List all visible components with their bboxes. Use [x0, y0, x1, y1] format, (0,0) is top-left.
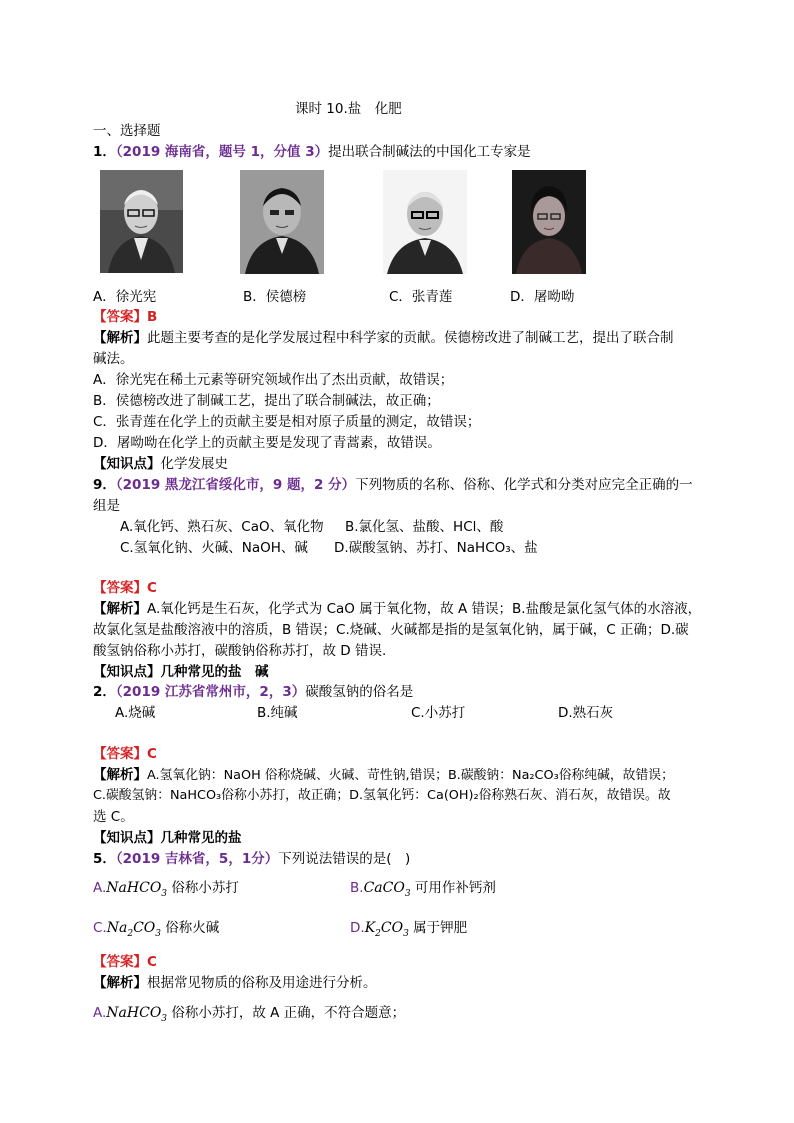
knowledge-text: 几种常见的盐 碱	[160, 664, 269, 680]
analysis-line: 碱法。	[93, 351, 134, 367]
option-text: 可用作补钙剂	[414, 880, 496, 896]
knowledge-label: 【知识点】	[93, 664, 161, 680]
formula-na2co3: $Na_2CO_3$	[106, 920, 161, 939]
option-letter: D.	[350, 920, 365, 936]
question-text: 下列说法错误的是( )	[278, 851, 411, 867]
formula-k2co3: $K_2CO_3$	[364, 920, 409, 939]
option-a: A．徐光宪	[93, 289, 157, 305]
analysis-text: 俗称小苏打，故 A 正确，不符合题意；	[171, 1005, 406, 1021]
question-9	[93, 473, 693, 493]
question-text-cont: 组是	[93, 498, 120, 514]
answer-value: C	[147, 954, 157, 970]
question-text: 下列物质的名称、俗称、化学式和分类对应完全正确的一	[355, 477, 693, 493]
question-1	[93, 140, 531, 160]
option-b: B．侯德榜	[243, 289, 307, 305]
option-b: B.氯化氢、盐酸、HCl、酸	[345, 519, 504, 535]
knowledge-point	[93, 660, 269, 680]
analysis-line: C.碳酸氢钠：NaHCO₃俗称小苏打，故正确；D.氢氧化钙：Ca(OH)₂俗称熟石灰、消石灰，故错误。故	[93, 788, 671, 803]
formula-caco3: CaCO$_3$	[363, 880, 411, 899]
option-text: 属于钾肥	[413, 920, 468, 936]
analysis-text: A.氢氧化钠：NaOH 俗称烧碱、火碱、苛性钠,错误；B.碳酸钠：Na₂CO₃俗称纯碱，故错误；	[147, 768, 674, 783]
analysis-text: A.氧化钙是生石灰，化学式为 CaO 属于氧化物，故 A 错误；B.盐酸是氯化氢气体的水溶液，	[147, 601, 702, 617]
page-title: 课时 10.盐 化肥	[295, 101, 402, 117]
answer-value: B	[147, 309, 158, 325]
analysis-line: 酸氢钠俗称小苏打，碳酸钠俗称苏打，故 D 错误.	[93, 643, 387, 659]
option-text: 俗称小苏打	[171, 880, 239, 896]
knowledge-text: 化学发展史	[160, 456, 228, 472]
answer-label: 【答案】	[93, 309, 147, 325]
section-heading: 一、选择题	[93, 123, 161, 139]
analysis-line	[93, 597, 701, 617]
analysis-line	[93, 763, 674, 783]
question-text: 碳酸氢钠的俗名是	[305, 684, 414, 700]
question-text: 提出联合制碱法的中国化工专家是	[328, 144, 531, 160]
option-d	[350, 916, 467, 939]
analysis-label: 【解析】	[93, 330, 147, 346]
option-text: 俗称火碱	[165, 920, 220, 936]
answer-value: C	[147, 580, 157, 596]
analysis-label: 【解析】	[93, 767, 147, 783]
question-2	[93, 680, 413, 700]
knowledge-text: 几种常见的盐	[160, 830, 242, 846]
answer-line	[93, 742, 157, 762]
knowledge-point	[93, 452, 228, 472]
option-b	[350, 876, 496, 899]
knowledge-label: 【知识点】	[93, 456, 161, 472]
option-letter: B.	[350, 880, 364, 896]
analysis-line: 故氯化氢是盐酸溶液中的溶质，B 错误；C.烧碱、火碱都是指的是氢氧化钠，属于碱，C 正确；D.碳	[93, 622, 689, 638]
option-a: A.氧化钙、熟石灰、CaO、氧化物	[120, 519, 324, 535]
formula-nahco3: NaHCO$_3$	[106, 1005, 168, 1024]
option-d: D．屠呦呦	[510, 289, 575, 305]
knowledge-label: 【知识点】	[93, 830, 161, 846]
formula-nahco3: NaHCO$_3$	[106, 880, 168, 899]
portrait-photo-d	[512, 170, 586, 274]
analysis-line	[93, 1001, 405, 1024]
question-source: （2019 黑龙江省绥化市，9 题，2 分）	[115, 477, 356, 493]
answer-line	[93, 950, 157, 970]
analysis-line: D．屠呦呦在化学上的贡献主要是发现了青蒿素，故错误。	[93, 435, 441, 451]
answer-line	[93, 576, 157, 596]
option-letter: A.	[93, 880, 107, 896]
option-c	[93, 916, 219, 939]
answer-line	[93, 305, 157, 325]
question-number: 5．	[93, 851, 116, 867]
option-c: C．张青莲	[389, 289, 453, 305]
option-a: A.烧碱	[115, 705, 156, 721]
answer-label: 【答案】	[93, 580, 147, 596]
portrait-photo-b	[240, 170, 324, 274]
analysis-label: 【解析】	[93, 975, 147, 991]
question-source: （2019 海南省，题号 1，分值 3）	[115, 144, 329, 160]
analysis-text: 根据常见物质的俗称及用途进行分析。	[147, 975, 377, 991]
knowledge-point	[93, 826, 242, 846]
analysis-line: A．徐光宪在稀土元素等研究领域作出了杰出贡献，故错误；	[93, 372, 454, 388]
analysis-line	[93, 326, 674, 346]
question-number: 9．	[93, 477, 116, 493]
answer-value: C	[147, 746, 157, 762]
option-c: C.小苏打	[411, 705, 466, 721]
question-5	[93, 847, 410, 867]
portrait-photo-c	[383, 170, 467, 274]
analysis-label: 【解析】	[93, 601, 147, 617]
question-source: （2019 吉林省，5，1分）	[115, 851, 279, 867]
question-number: 2．	[93, 684, 116, 700]
question-number: 1．	[93, 144, 116, 160]
analysis-line: 选 C。	[93, 809, 134, 825]
answer-label: 【答案】	[93, 954, 147, 970]
option-letter: C.	[93, 920, 107, 936]
option-a	[93, 876, 239, 899]
analysis-line	[93, 971, 377, 991]
portrait-photo-a	[100, 170, 183, 273]
analysis-text: 此题主要考查的是化学发展过程中科学家的贡献。侯德榜改进了制碱工艺，提出了联合制	[147, 330, 674, 346]
option-letter: A.	[93, 1005, 107, 1021]
option-c: C.氢氧化钠、火碱、NaOH、碱	[120, 540, 308, 556]
analysis-line: B．侯德榜改进了制碱工艺，提出了联合制碱法，故正确；	[93, 393, 440, 409]
option-d: D.碳酸氢钠、苏打、NaHCO₃、盐	[334, 540, 538, 556]
option-b: B.纯碱	[257, 705, 298, 721]
option-d: D.熟石灰	[558, 705, 614, 721]
answer-label: 【答案】	[93, 746, 147, 762]
question-source: （2019 江苏省常州市，2，3）	[115, 684, 306, 700]
analysis-line: C．张青莲在化学上的贡献主要是相对原子质量的测定，故错误；	[93, 414, 481, 430]
